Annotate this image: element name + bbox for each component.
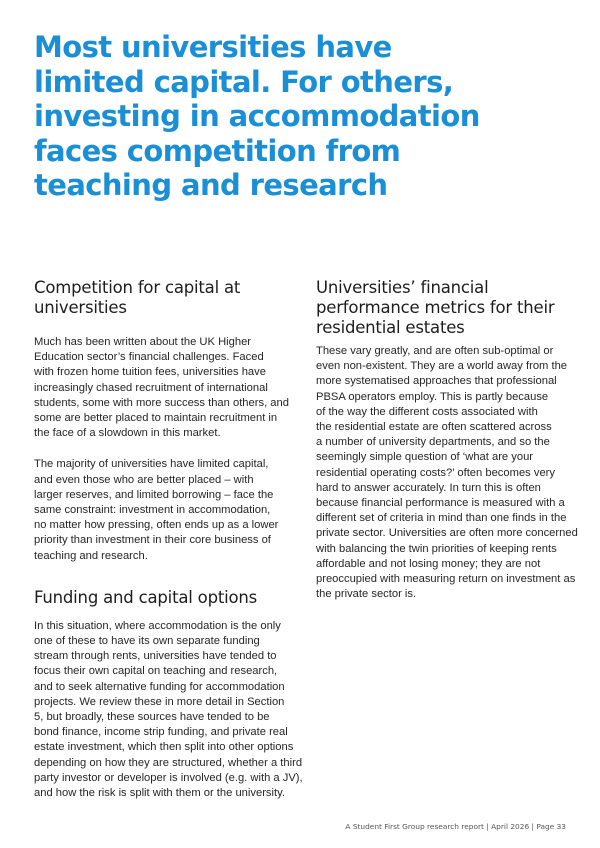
text-line: one of these to have its own separate funding — [34, 635, 260, 648]
text-line: the private sector is. — [316, 588, 417, 601]
page-footer: A Student First Group research report | April 2026 | Page 33 — [345, 822, 566, 831]
section-heading-competition — [34, 278, 284, 318]
text-line: These vary greatly, and are often sub-optimal or — [316, 345, 554, 357]
heading-line: Funding and capital options — [34, 587, 258, 607]
text-line: projects. We review these in more detail in Section — [34, 695, 285, 708]
text-line: the residential estate are often scattered across — [316, 421, 552, 434]
text-line: students, some with more success than others, and — [34, 396, 289, 409]
text-line: with frozen home tuition fees, universities have — [34, 366, 266, 379]
text-line: estate investment, which then split into other options — [34, 741, 294, 754]
text-line: preoccupied with measuring return on investment as — [316, 573, 576, 586]
title-line: limited capital. For others, — [34, 64, 454, 99]
text-line: of the way the different costs associated with — [316, 405, 538, 418]
text-line: Much has been written about the UK Higher — [34, 336, 252, 348]
text-line: even non-existent. They are a world away from the — [316, 360, 568, 373]
text-line: and even those who are better placed – with — [34, 473, 254, 486]
text-line: because financial performance is measured with a — [316, 497, 565, 510]
text-line: and how the risk is split with them or the university. — [34, 787, 285, 800]
paragraph-competition-2 — [34, 457, 284, 563]
heading-line: Universities’ financial — [316, 278, 489, 297]
text-line: no matter how pressing, often ends up as a lower — [34, 519, 279, 532]
text-line: the face of a slowdown in this market. — [34, 427, 221, 440]
text-line: increasingly chased recruitment of international — [34, 381, 268, 394]
text-line: larger reserves, and limited borrowing – face the — [34, 488, 274, 501]
right-column — [316, 278, 578, 602]
text-line: a number of university departments, and so the — [316, 436, 550, 449]
text-line: different set of criteria in mind than one finds in the — [316, 512, 567, 525]
text-line: some are better placed to maintain recruitment in — [34, 412, 278, 425]
heading-line: residential estates — [316, 318, 465, 337]
text-line: party investor or developer is involved (e.g. with a JV), — [34, 771, 303, 784]
text-line: private sector. Universities are often more concerned — [316, 527, 578, 540]
section-heading-funding — [34, 588, 284, 608]
text-line: Education sector’s financial challenges. Faced — [34, 351, 264, 364]
text-line: PBSA operators employ. This is partly because — [316, 390, 549, 403]
text-line: seemingly simple question of ‘what are your — [316, 451, 534, 464]
text-line: priority than investment in their core business of — [34, 534, 271, 547]
title-line: faces competition from — [34, 133, 401, 168]
text-line: same constraint: investment in accommodation, — [34, 504, 271, 517]
title-line: teaching and research — [34, 168, 388, 202]
text-line: affordable and not losing money; they are not — [316, 557, 541, 570]
text-line: with balancing the twin priorities of keeping rents — [316, 542, 557, 555]
text-line: teaching and research. — [34, 549, 148, 562]
text-line: In this situation, where accommodation is the only — [34, 619, 281, 632]
text-line: bond finance, income strip funding, and private real — [34, 726, 288, 739]
heading-line: Competition for capital at — [34, 278, 241, 297]
paragraph-funding — [34, 619, 303, 801]
heading-line: performance metrics for their — [316, 298, 555, 317]
title-line: investing in accommodation — [34, 99, 480, 133]
text-line: and to seek alternative funding for accommodation — [34, 680, 285, 693]
text-line: stream through rents, universities have tended to — [34, 650, 277, 663]
paragraph-competition-1 — [34, 335, 289, 441]
page-title — [34, 30, 554, 203]
text-line: more systematised approaches that professional — [316, 375, 557, 388]
text-line: depending on how they are structured, whether a third — [34, 756, 303, 769]
text-line: focus their own capital on teaching and research, — [34, 665, 278, 678]
heading-line: universities — [34, 298, 127, 317]
title-line: Most universities have — [34, 30, 392, 64]
paragraph-metrics — [316, 344, 578, 602]
left-column — [34, 278, 303, 801]
section-heading-metrics — [316, 278, 568, 338]
text-line: residential operating costs?’ often becomes very — [316, 466, 556, 479]
text-line: 5, but broadly, these sources have tended to be — [34, 711, 270, 724]
text-line: hard to answer accurately. In turn this is often — [316, 481, 541, 494]
text-line: The majority of universities have limited capital, — [34, 458, 269, 471]
